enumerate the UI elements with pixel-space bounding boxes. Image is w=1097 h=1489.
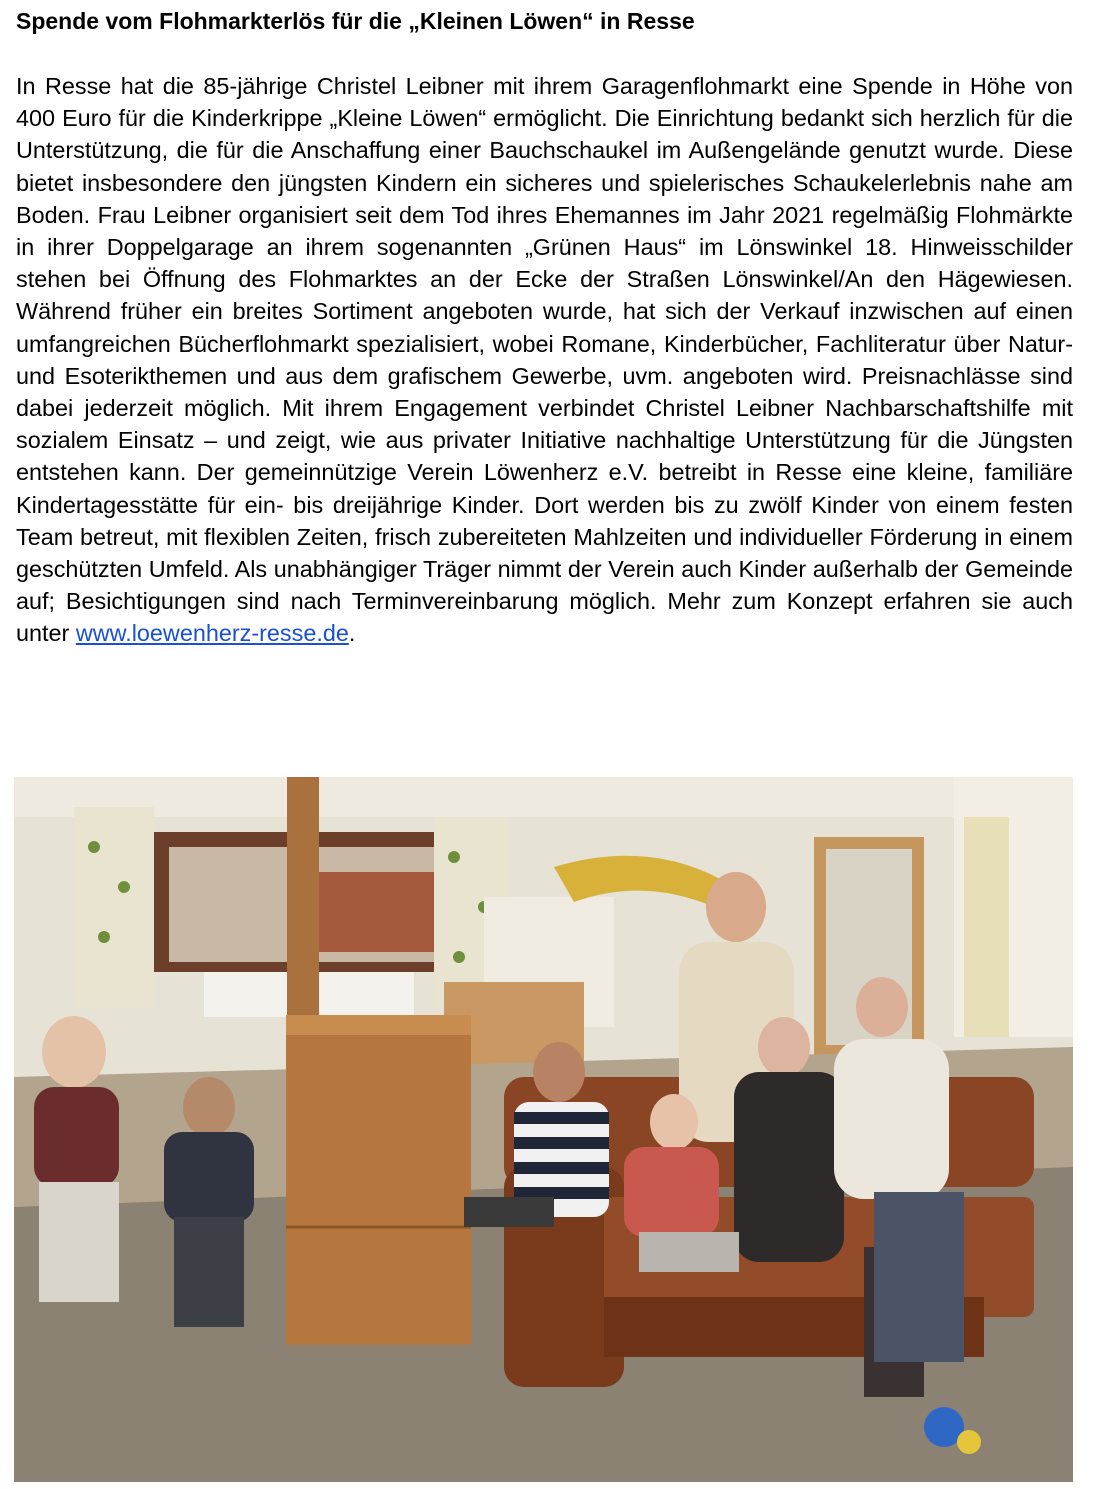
- wooden-post: [287, 777, 319, 1027]
- person-white-sweater: [834, 1039, 949, 1199]
- person-dark-jacket: [734, 1072, 844, 1262]
- article-body-text: In Resse hat die 85-jährige Christel Leibner mit ihrem Garagenflohmarkt eine Spende in Höhe von 400 Euro für die Kinderkrippe „Kleine Löwen“ ermöglicht. Die Einrichtung bedankt sich herzlich für die Unterstützung, die für die Anschaffung einer Bauchschaukel im Außengelände genutzt wurde. Diese bietet insbesondere den jüngsten Kindern ein sicheres und spielerisches Schaukelerlebnis nahe am Boden. Frau Leibner organisiert seit dem Tod ihres Ehemannes im Jahr 2021 regelmäßig Flohmärkte in ihrer Doppelgarage an ihrem sogenannten „Grünen Haus“ im Lönswinkel 18. Hinweisschilder stehen bei Öffnung des Flohmarktes an der Ecke der Straßen Lönswinkel/An den Hägewiesen. Während früher ein breites Sortiment angeboten wurde, hat sich der Verkauf inzwischen auf einen umfangreichen Bücherflohmarkt spezialisiert, wobei Romane, Kinderbücher, Fachliteratur über Natur- und Esoterikthemen und aus dem grafischem Gewerbe, uvm. angeboten wird. Preisnachlässe sind dabei jederzeit möglich. Mit ihrem Engagement verbindet Christel Leibner Nachbarschaftshilfe mit sozialem Einsatz – und zeigt, wie aus privater Initiative nachhaltige Unterstützung für die Jüngsten entstehen kann. Der gemeinnützige Verein Löwenherz e.V. betreibt in Resse eine kleine, familiäre Kindertagesstätte für ein- bis dreijährige Kinder. Dort werden bis zu zwölf Kinder von einem festen Team betreut, mit flexiblen Zeiten, frisch zubereiteten Mahlzeiten und individueller Förderung in einem geschützten Umfeld. Als unabhängiger Träger nimmt der Verein auch Kinder außerhalb der Gemeinde auf; Besichtigungen sind nach Terminvereinbarung möglich. Mehr zum Konzept erfahren sie auch unter: [16, 73, 1073, 647]
- article-headline: Spende vom Flohmarkterlös für die „Kleinen Löwen“ in Resse: [16, 8, 695, 34]
- curtain-far-right: [964, 817, 1009, 1037]
- article-body: [16, 70, 1073, 650]
- curtain-left: [74, 807, 154, 1007]
- website-link[interactable]: www.loewenherz-resse.de: [75, 620, 349, 647]
- ceiling: [14, 777, 1073, 817]
- link-suffix: .: [348, 620, 356, 647]
- patterned-sweater: [624, 1147, 719, 1237]
- photo-illustration: [14, 777, 1073, 1482]
- wooden-cabinet: [286, 1015, 471, 1345]
- child-dark-shirt: [164, 1132, 254, 1222]
- brick-house-outside: [314, 872, 434, 952]
- person-head: [706, 872, 766, 942]
- group-photo: [14, 777, 1073, 1482]
- child-maroon-shirt: [34, 1087, 119, 1187]
